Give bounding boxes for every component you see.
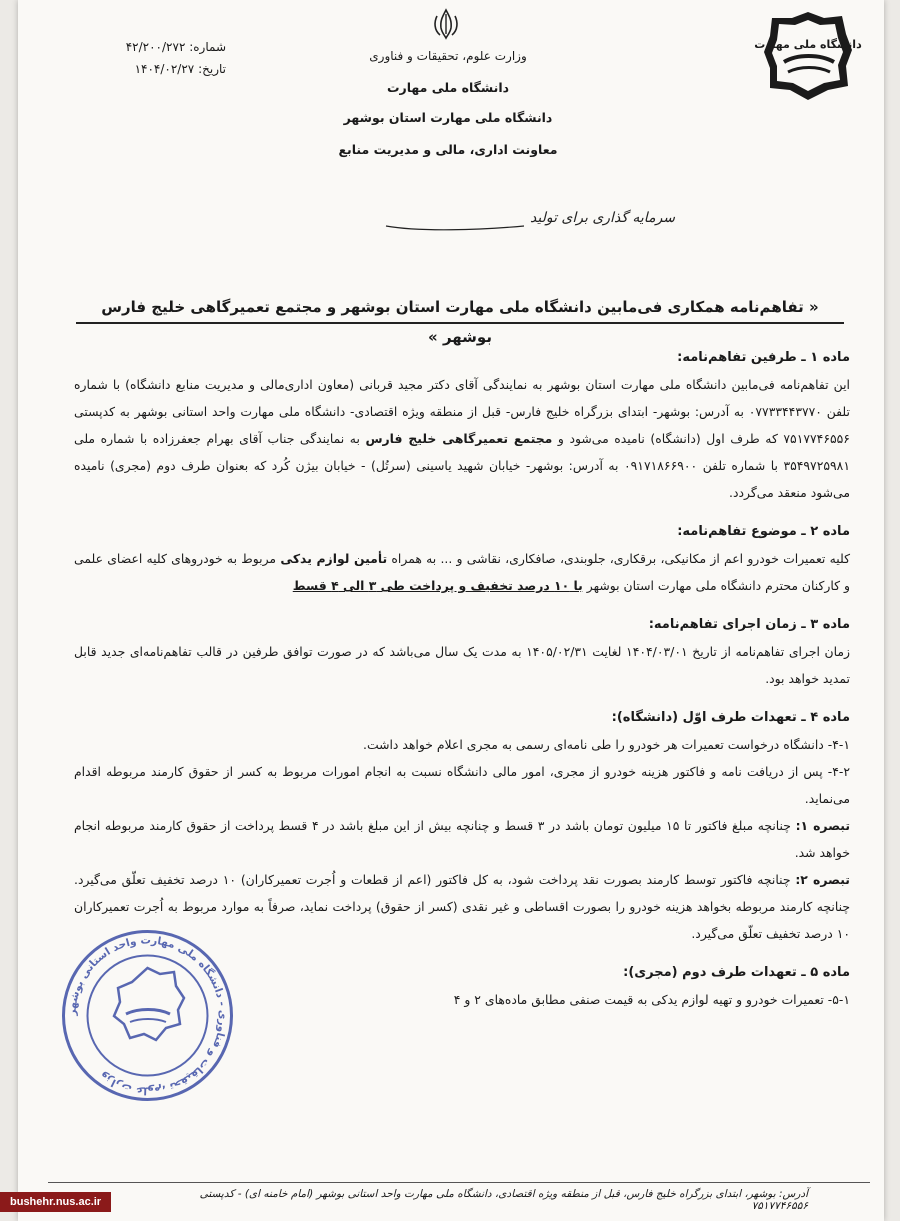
svg-text:وزارت علوم، تحقیقات و فناوری -	[66, 934, 228, 1096]
branch-name: دانشگاه ملی مهارت استان بوشهر	[343, 110, 553, 125]
stamp-ring-text: وزارت علوم، تحقیقات و فناوری - دانشگاه ملی مهارت واحد استانی بوشهر	[66, 934, 229, 1097]
article-1-bold: مجتمع تعمیرگاهی خلیج فارس	[365, 431, 553, 446]
note-1	[74, 812, 850, 866]
note-1-label: تبصره ۱:	[795, 818, 851, 833]
clause-4-2: ۴-۲- پس از دریافت نامه و فاکتور هزینه خودرو از مجری، امور مالی دانشگاه نسبت به انجام امورات مربوط به کسر از حقوق کارمند مربوطه اقدام می‌نماید.	[74, 764, 850, 806]
clause-5-1: ۵-۱- تعمیرات خودرو و تهیه لوازم یدکی به قیمت صنفی مطابق ماده‌های ۲ و ۴	[453, 992, 850, 1007]
article-4-title: ماده ۴ ـ تعهدات طرف اوّل (دانشگاه):	[611, 710, 850, 725]
date-value: ۱۴۰۴/۰۲/۲۷	[134, 62, 195, 76]
article-2-title: ماده ۲ ـ موضوع تفاهم‌نامه:	[677, 524, 850, 539]
letter-page	[18, 0, 884, 1221]
article-1-part-1: این تفاهم‌نامه فی‌مابین دانشگاه ملی مهارت استان بوشهر به نمایندگی آقای دکتر مجید قربانی (معاون اداری‌مالی و مدیریت منابع دانشگاه) با شماره تلفن ۰۷۷۳۳۴۴۳۷۷۰ به آدرس: بوشهر- ابتدای بزرگراه خلیج فارس- قبل از منطقه ویژه اقتصادی- دانشگاه ملی مهارت واحد استانی بوشهر به کدپستی ۷۵۱۷۷۴۶۵۵۶ که طرف اول (دانشگاه) نامیده می‌شود و	[74, 377, 850, 446]
iran-emblem-icon	[428, 6, 464, 42]
article-2-part-1: کلیه تعمیرات خودرو اعم از مکانیکی، برقکاری، جلوبندی، صافکاری، نقاشی و ... به همراه	[391, 551, 850, 566]
article-5-title: ماده ۵ ـ تعهدات طرف دوم (مجری):	[623, 965, 850, 980]
university-logo	[754, 10, 862, 102]
clause-4-1: ۴-۱- دانشگاه درخواست تعمیرات هر خودرو را طی نامه‌ای رسمی به مجری اعلام خواهد داشت.	[363, 737, 850, 752]
date-label: تاریخ:	[198, 62, 226, 76]
note-2-label: تبصره ۲:	[795, 872, 850, 887]
footer-address: آدرس: بوشهر، ابتدای بزرگراه خلیج فارس، قبل از منطقه ویژه اقتصادی، دانشگاه ملی مهارت واحد استانی بوشهر (امام خامنه ای) - کدپستی ۷۵۱۷۷۴۶۵۵۶	[199, 1188, 808, 1212]
article-2-text	[74, 545, 850, 599]
article-3-title: ماده ۳ ـ زمان اجرای تفاهم‌نامه:	[648, 617, 850, 632]
letter-meta	[66, 36, 226, 80]
department-name: معاونت اداری، مالی و مدیریت منابع	[338, 142, 558, 157]
article-1-title: ماده ۱ ـ طرفین تفاهم‌نامه:	[677, 350, 850, 365]
article-1-part-2: به نمایندگی جناب آقای بهرام جعفرزاده با شماره ملی ۳۵۴۹۷۲۵۹۸۱ با شماره تلفن ۰۹۱۷۱۸۶۶۹۰۰ به آدرس: بوشهر- خیابان شهید یاسینی (سرتُل) - خیابان بیژن کُرد که بعنوان طرف دوم (مجری) نامیده می‌شود منعقد می‌گردد.	[74, 431, 850, 500]
official-stamp	[60, 928, 235, 1103]
number-label: شماره:	[189, 40, 226, 54]
agreement-body	[74, 350, 850, 1013]
article-2-bold: تأمین لوازم یدکی	[280, 551, 388, 566]
ministry-name: وزارت علوم، تحقیقات و فناوری	[369, 49, 527, 63]
number-value: ۴۲/۲۰۰/۲۷۲	[125, 40, 186, 54]
note-1-text: چنانچه مبلغ فاکتور تا ۱۵ میلیون تومان باشد در ۳ قسط و چنانچه بیش از این مبلغ باشد در ۴ قسط پرداخت از حقوق کارمند مربوطه انجام خواهد شد.	[74, 818, 850, 860]
article-3-text: زمان اجرای تفاهم‌نامه از تاریخ ۱۴۰۴/۰۳/۰۱ لغایت ۱۴۰۵/۰۲/۳۱ به مدت یک سال می‌باشد که در صورت توافق طرفین در قالب تفاهم‌نامه‌ای جدید قابل تمدید خواهد بود.	[74, 644, 850, 686]
footer-divider	[48, 1182, 870, 1183]
site-watermark[interactable]: bushehr.nus.ac.ir	[0, 1192, 111, 1212]
university-name: دانشگاه ملی مهارت	[386, 80, 510, 95]
article-2-terms: با ۱۰ درصد تخفیف و پرداخت طی ۳ الی ۴ قسط	[292, 578, 583, 593]
agreement-title: « تفاهم‌نامه همکاری فی‌مابین دانشگاه ملی مهارت استان بوشهر و مجتمع تعمیرگاهی خلیج فارس بوشهر »	[76, 292, 844, 324]
article-2-part-2: مربوط به خودروهای کلیه اعضای علمی و کارکنان محترم دانشگاه ملی مهارت استان بوشهر	[74, 551, 850, 593]
slogan-text: سرمایه گذاری برای تولید	[530, 210, 676, 226]
logo-text: دانشگاه ملی مهارت	[754, 38, 862, 51]
slogan-calligraphy	[380, 196, 676, 236]
article-1-text	[74, 371, 850, 506]
note-2-text: چنانچه فاکتور توسط کارمند بصورت نقد پرداخت شود، به کل فاکتور (اعم از قطعات و اُجرت تعمیرکاران) ۱۰ درصد تخفیف تعلّق می‌گیرد. چنانچه کارمند مربوطه بخواهد هزینه خودرو را بصورت اقساطی و غیر نقدی (کسر از حقوق) پرداخت نماید، صرفاً به موارد مربوط به اُجرت تعمیرکاران ۱۰ درصد تخفیف تعلّق می‌گیرد.	[74, 872, 850, 941]
